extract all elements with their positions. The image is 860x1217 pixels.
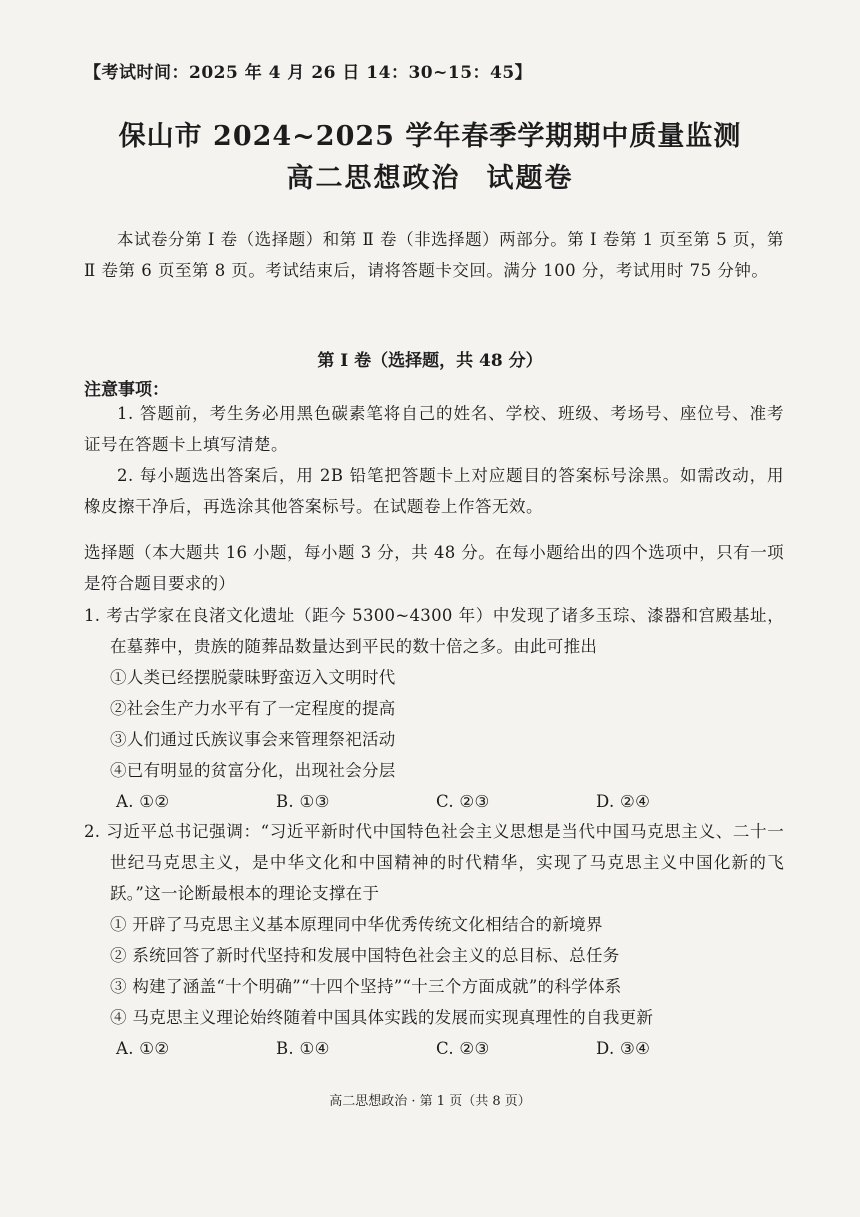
choice-d: D. ②④ — [596, 792, 651, 811]
question-stem: 2. 习近平总书记强调：“习近平新时代中国特色社会主义思想是当代中国马克思主义、二十一世纪马克思主义，是中华文化和中国精神的时代精华，实现了马克思主义中国化新的飞跃。”这一论断最根本的理论支撑在于 — [84, 822, 784, 903]
choice-a: A. ①② — [116, 792, 170, 811]
answer-choices — [84, 786, 784, 817]
section-header — [84, 537, 784, 599]
question-option: ①人类已经摆脱蒙昧野蛮迈入文明时代 — [110, 668, 396, 687]
question-2 — [84, 816, 784, 1064]
question-stem: 1. 考古学家在良渚文化遗址（距今 5300~4300 年）中发现了诸多玉琮、漆器和宫殿基址，在墓葬中，贵族的随葬品数量达到平民的数十倍之多。由此可推出 — [84, 606, 784, 656]
intro-paragraph: 本试卷分第 Ⅰ 卷（选择题）和第 Ⅱ 卷（非选择题）两部分。第 Ⅰ 卷第 1 页至第 5 页，第 Ⅱ 卷第 6 页至第 8 页。考试结束后，请将答题卡交回。满分 100 分，考试用时 75 分钟。 — [84, 230, 784, 280]
choice-c: C. ②③ — [436, 1039, 490, 1058]
choice-d: D. ③④ — [596, 1039, 651, 1058]
answer-choices — [84, 1033, 784, 1064]
question-option: ④已有明显的贫富分化，出现社会分层 — [110, 761, 396, 780]
subject-name: 高二思想政治 — [286, 163, 461, 194]
question-option: ③ 构建了涵盖“十个明确”“十四个坚持”“十三个方面成就”的科学体系 — [110, 977, 622, 996]
choice-c: C. ②③ — [436, 792, 490, 811]
section-label: 选择题 — [84, 543, 135, 562]
exam-title: 保山市 2024~2025 学年春季学期期中质量监测 — [118, 121, 742, 152]
notice-item: 1. 答题前，考生务必用黑色碳素笔将自己的姓名、学校、班级、考场号、座位号、准考证号在答题卡上填写清楚。 — [84, 404, 784, 454]
section-description: （本大题共 16 小题，每小题 3 分，共 48 分。在每小题给出的四个选项中，只有一项是符合题目要求的） — [84, 543, 784, 593]
part1-title: 第 Ⅰ 卷（选择题，共 48 分） — [317, 351, 543, 371]
exam-subtitle — [0, 156, 860, 195]
question-1 — [84, 600, 784, 817]
notice-item: 2. 每小题选出答案后，用 2B 铅笔把答题卡上对应题目的答案标号涂黑。如需改动，用橡皮擦干净后，再选涂其他答案标号。在试题卷上作答无效。 — [84, 466, 784, 516]
choice-a: A. ①② — [116, 1039, 170, 1058]
page-footer: 高二思想政治 · 第 1 页（共 8 页） — [329, 1094, 531, 1109]
notice-title: 注意事项： — [84, 380, 169, 400]
question-option: ② 系统回答了新时代坚持和发展中国特色社会主义的总目标、总任务 — [110, 946, 620, 965]
question-option: ②社会生产力水平有了一定程度的提高 — [110, 699, 396, 718]
exam-time: 【考试时间：2025 年 4 月 26 日 14：30~15：45】 — [84, 63, 533, 83]
paper-type: 试题卷 — [486, 163, 574, 194]
question-option: ③人们通过氏族议事会来管理祭祀活动 — [110, 730, 396, 749]
choice-b: B. ①④ — [276, 1039, 330, 1058]
question-option: ① 开辟了马克思主义基本原理同中华优秀传统文化相结合的新境界 — [110, 915, 603, 934]
choice-b: B. ①③ — [276, 792, 330, 811]
question-option: ④ 马克思主义理论始终随着中国具体实践的发展而实现真理性的自我更新 — [110, 1008, 654, 1027]
